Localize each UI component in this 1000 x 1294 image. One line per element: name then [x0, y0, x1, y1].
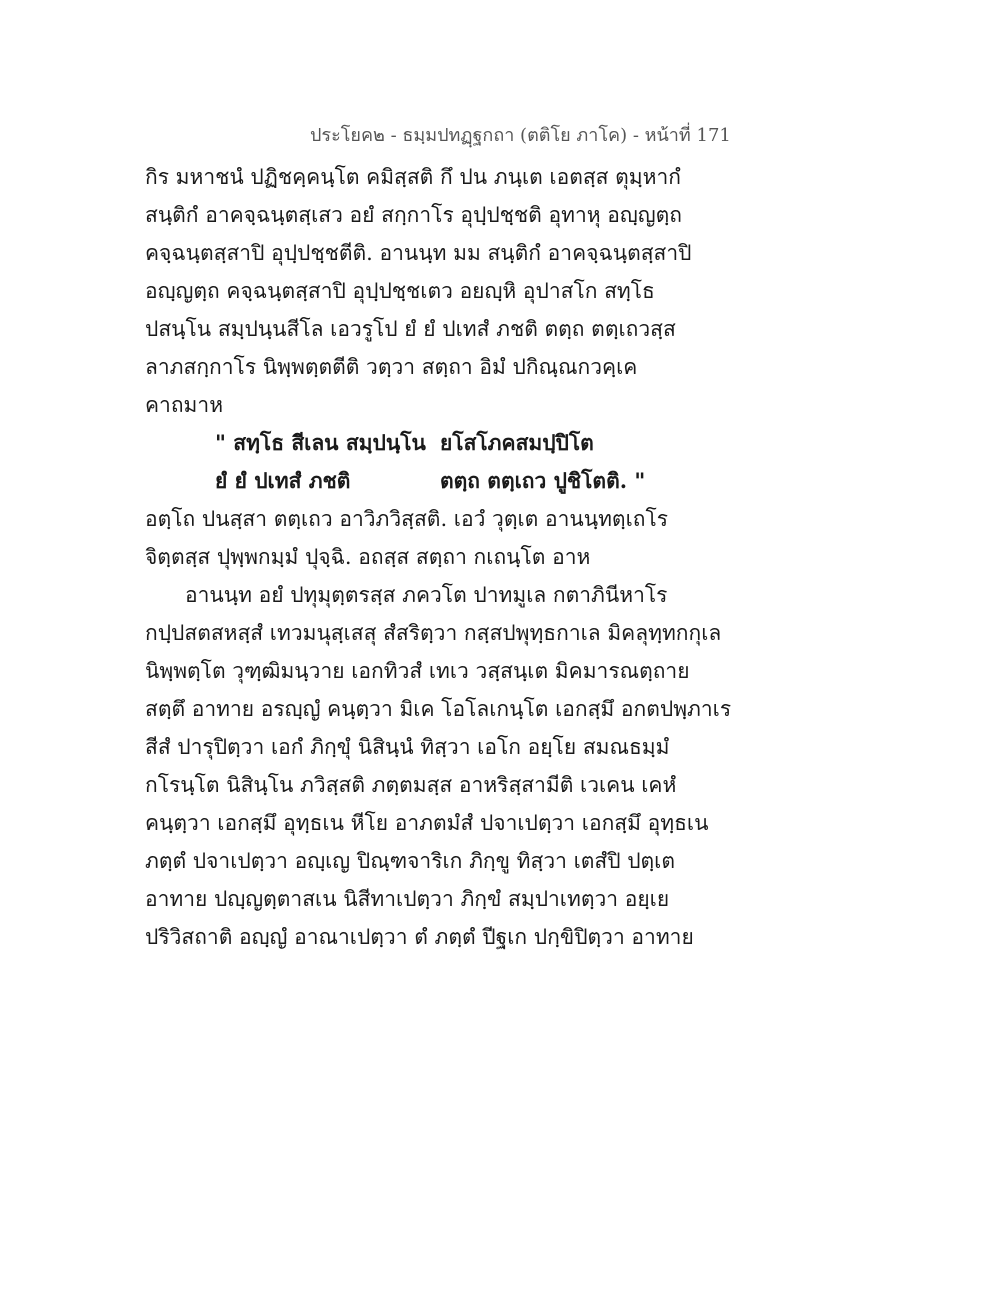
text-line: จิตฺตสฺส ปุพฺพกมฺมํ ปุจฺฉิ. อถสฺส สตฺถา กเถนฺโต อาห: [145, 545, 591, 569]
text-line: นิพฺพตฺโต วุฑฺฒิมนฺวาย เอกทิวสํ เทเว วสฺสนฺเต มิคมารณตฺถาย: [145, 659, 690, 683]
text-line: ปริวิสถาติ อญฺญํ อาณาเปตฺวา ตํ ภตฺตํ ปีฐเก ปกฺขิปิตฺวา อาทาย: [145, 925, 694, 949]
paragraph-first-line: อานนฺท อยํ ปทุมุตฺตรสฺส ภควโต ปาทมูเล กตาภินีหาโร: [185, 583, 668, 607]
text-line: อญฺญตฺถ คจฺฉนฺตสฺสาปิ อุปฺปชฺชเตว อยญฺหิ อุปาสโก สทฺโธ: [145, 279, 655, 303]
text-line: กิร มหาชนํ ปฏิชคฺคนฺโต คมิสฺสติ กึ ปน ภนฺเต เอตสฺส ตุมฺหากํ: [145, 165, 682, 189]
text-line: สตฺตึ อาทาย อรญฺญํ คนฺตฺวา มิเค โอโลเกนฺโต เอกสฺมึ อกตปพฺภาเร: [145, 697, 732, 721]
verse-first-half: ยํ ยํ ปเทสํ ภชติ: [215, 468, 351, 493]
text-line: กโรนฺโต นิสินฺโน ภวิสฺสติ ภตฺตมสฺส อาหริสฺสามีติ เวเคน เคหํ: [145, 773, 677, 797]
text-line: อตฺโถ ปนสฺสา ตตฺเถว อาวิภวิสฺสติ. เอวํ วุตฺเต อานนฺทตฺเถโร: [145, 507, 669, 531]
text-line: กปฺปสตสหสฺสํ เทวมนุสฺเสสุ สํสริตฺวา กสฺสปพุทฺธกาเล มิคลุทฺทกกุเล: [145, 621, 722, 645]
verse-first-half: " สทฺโธ สีเลน สมฺปนฺโน: [215, 430, 426, 455]
text-line: อาทาย ปญฺญตฺตาสเน นิสีทาเปตฺวา ภิกฺขํ สมฺปาเทตฺวา อยฺเย: [145, 887, 670, 911]
text-line: คจฺฉนฺตสฺสาปิ อุปฺปชฺชตีติ. อานนฺท มม สนฺติกํ อาคจฺฉนฺตสฺสาปิ: [145, 241, 692, 265]
text-line: ภตฺตํ ปจาเปตฺวา อญฺเญ ปิณฺฑจาริเก ภิกฺขู ทิสฺวา เตสํปิ ปตฺเต: [145, 849, 675, 873]
verse-second-half: ยโสโภคสมปฺปิโต: [440, 430, 594, 455]
text-line: ลาภสกฺกาโร นิพฺพตฺตตีติ วตฺวา สตฺถา อิมํ ปกิณฺณกวคฺเค: [145, 355, 638, 379]
body-text: [145, 158, 865, 956]
verse-second-half: ตตฺถ ตตฺเถว ปูชิโตติ. ": [440, 468, 646, 493]
text-line: ปสนฺโน สมฺปนฺนสีโล เอวรูโป ยํ ยํ ปเทสํ ภชติ ตตฺถ ตตฺเถวสฺส: [145, 317, 676, 341]
verse-line: [145, 462, 865, 500]
text-line: คาถมาห: [145, 393, 224, 417]
text-line: สนฺติกํ อาคจฺฉนฺตสฺเสว อยํ สกฺกาโร อุปฺปชฺชติ อุทาหุ อญฺญตฺถ: [145, 203, 683, 227]
verse-line: [145, 424, 865, 462]
text-line: คนฺตฺวา เอกสฺมึ อุทฺธเน หีโย อาภตมํสํ ปจาเปตฺวา เอกสฺมึ อุทฺธเน: [145, 811, 709, 835]
text-line: สีสํ ปารุปิตฺวา เอกํ ภิกฺขุํ นิสินฺนํ ทิสฺวา เอโก อยฺโย สมณธมฺมํ: [145, 735, 670, 759]
running-header: ประโยค๒ - ธมฺมปทฏฺฐกถา (ตติโย ภาโค) - หน้าที่ 171: [310, 125, 731, 146]
